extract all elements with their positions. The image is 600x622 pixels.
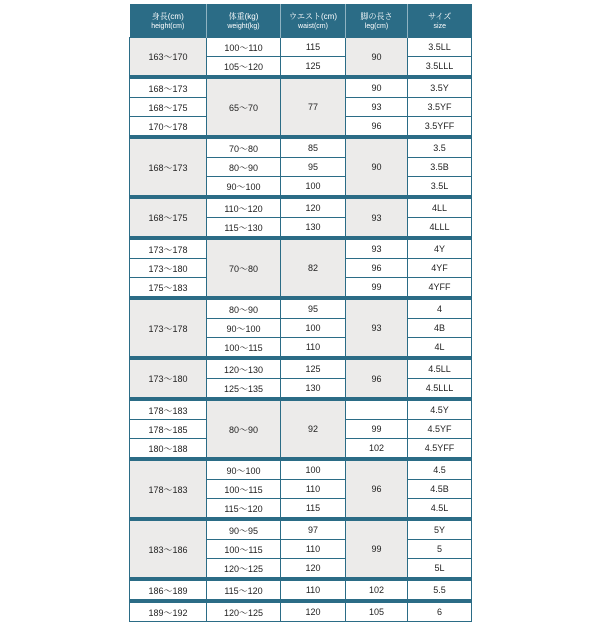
waist-cell: 130 xyxy=(281,218,346,239)
size-cell: 4 xyxy=(408,298,472,319)
weight-cell: 90～100 xyxy=(207,319,281,338)
waist-cell: 120 xyxy=(281,197,346,218)
leg-cell: 96 xyxy=(346,259,408,278)
size-cell: 5Y xyxy=(408,519,472,540)
height-cell: 168～173 xyxy=(130,137,207,197)
table-row xyxy=(130,137,472,158)
table-row xyxy=(130,298,472,319)
leg-cell: 93 xyxy=(346,197,408,238)
header-leg: 脚の長さ leg(cm) xyxy=(346,4,408,38)
size-cell: 3.5L xyxy=(408,177,472,198)
weight-cell: 100～115 xyxy=(207,540,281,559)
table-row xyxy=(130,579,472,601)
size-cell: 4.5YFF xyxy=(408,439,472,460)
weight-cell: 90～95 xyxy=(207,519,281,540)
height-cell: 178～185 xyxy=(130,420,207,439)
height-cell: 168～173 xyxy=(130,77,207,98)
height-cell: 180～188 xyxy=(130,439,207,460)
leg-cell: 93 xyxy=(346,238,408,259)
height-cell: 173～178 xyxy=(130,298,207,358)
weight-cell: 70～80 xyxy=(207,137,281,158)
waist-cell: 100 xyxy=(281,459,346,480)
leg-cell: 102 xyxy=(346,439,408,460)
size-cell: 3.5Y xyxy=(408,77,472,98)
header-size: サイズ size xyxy=(408,4,472,38)
size-cell: 4YFF xyxy=(408,278,472,299)
size-cell: 4B xyxy=(408,319,472,338)
leg-cell: 96 xyxy=(346,459,408,519)
weight-cell: 105～120 xyxy=(207,57,281,78)
height-cell: 173～180 xyxy=(130,259,207,278)
leg-cell: 99 xyxy=(346,519,408,579)
height-cell: 189～192 xyxy=(130,601,207,622)
size-cell: 4.5YF xyxy=(408,420,472,439)
waist-cell: 125 xyxy=(281,57,346,78)
table-row xyxy=(130,519,472,540)
weight-cell: 120～125 xyxy=(207,601,281,622)
size-cell: 4L xyxy=(408,338,472,359)
table-row xyxy=(130,358,472,379)
weight-cell: 125～135 xyxy=(207,379,281,400)
waist-cell: 115 xyxy=(281,499,346,520)
height-cell: 163～170 xyxy=(130,38,207,78)
height-cell: 175～183 xyxy=(130,278,207,299)
height-cell: 173～180 xyxy=(130,358,207,399)
height-cell: 173～178 xyxy=(130,238,207,259)
weight-cell: 80～90 xyxy=(207,298,281,319)
header-waist: ウエスト(cm) waist(cm) xyxy=(281,4,346,38)
size-cell: 4LL xyxy=(408,197,472,218)
size-cell: 4.5LLL xyxy=(408,379,472,400)
size-cell: 6 xyxy=(408,601,472,622)
size-cell: 4.5L xyxy=(408,499,472,520)
height-cell: 186～189 xyxy=(130,579,207,601)
weight-cell: 100～115 xyxy=(207,338,281,359)
height-cell: 170～178 xyxy=(130,117,207,138)
size-cell: 5 xyxy=(408,540,472,559)
leg-cell xyxy=(346,399,408,420)
leg-cell: 99 xyxy=(346,278,408,299)
height-cell: 168～175 xyxy=(130,197,207,238)
weight-cell: 120～130 xyxy=(207,358,281,379)
size-cell: 3.5 xyxy=(408,137,472,158)
table-row xyxy=(130,459,472,480)
height-cell: 178～183 xyxy=(130,399,207,420)
table-row xyxy=(130,77,472,98)
leg-cell: 93 xyxy=(346,98,408,117)
waist-cell: 120 xyxy=(281,559,346,580)
weight-cell: 110～120 xyxy=(207,197,281,218)
waist-cell: 77 xyxy=(281,77,346,137)
waist-cell: 100 xyxy=(281,319,346,338)
weight-cell: 120～125 xyxy=(207,559,281,580)
leg-cell: 93 xyxy=(346,298,408,358)
leg-cell: 90 xyxy=(346,77,408,98)
table-row xyxy=(130,197,472,218)
weight-cell: 100～110 xyxy=(207,38,281,57)
size-cell: 3.5LLL xyxy=(408,57,472,78)
waist-cell: 97 xyxy=(281,519,346,540)
height-cell: 178～183 xyxy=(130,459,207,519)
size-cell: 4.5B xyxy=(408,480,472,499)
waist-cell: 110 xyxy=(281,540,346,559)
size-cell: 3.5B xyxy=(408,158,472,177)
waist-cell: 115 xyxy=(281,38,346,57)
height-cell: 183～186 xyxy=(130,519,207,579)
size-cell: 3.5YFF xyxy=(408,117,472,138)
weight-cell: 100～115 xyxy=(207,480,281,499)
header-weight: 体重(kg) weight(kg) xyxy=(207,4,281,38)
weight-cell: 65～70 xyxy=(207,77,281,137)
size-cell: 5L xyxy=(408,559,472,580)
header-height: 身長(cm) height(cm) xyxy=(130,4,207,38)
leg-cell: 99 xyxy=(346,420,408,439)
weight-cell: 70～80 xyxy=(207,238,281,298)
waist-cell: 85 xyxy=(281,137,346,158)
weight-cell: 90～100 xyxy=(207,177,281,198)
waist-cell: 125 xyxy=(281,358,346,379)
waist-cell: 120 xyxy=(281,601,346,622)
weight-cell: 115～120 xyxy=(207,579,281,601)
size-chart xyxy=(129,4,471,622)
size-table xyxy=(129,4,472,622)
size-cell: 3.5YF xyxy=(408,98,472,117)
waist-cell: 82 xyxy=(281,238,346,298)
leg-cell: 96 xyxy=(346,358,408,399)
table-row xyxy=(130,601,472,622)
header-row xyxy=(130,4,472,38)
table-row xyxy=(130,238,472,259)
size-cell: 4LLL xyxy=(408,218,472,239)
leg-cell: 96 xyxy=(346,117,408,138)
leg-cell: 90 xyxy=(346,137,408,197)
size-cell: 4.5Y xyxy=(408,399,472,420)
waist-cell: 95 xyxy=(281,158,346,177)
size-cell: 4Y xyxy=(408,238,472,259)
size-cell: 5.5 xyxy=(408,579,472,601)
waist-cell: 110 xyxy=(281,338,346,359)
table-row xyxy=(130,38,472,57)
waist-cell: 100 xyxy=(281,177,346,198)
waist-cell: 110 xyxy=(281,579,346,601)
size-cell: 4YF xyxy=(408,259,472,278)
weight-cell: 90～100 xyxy=(207,459,281,480)
height-cell: 168～175 xyxy=(130,98,207,117)
waist-cell: 110 xyxy=(281,480,346,499)
leg-cell: 102 xyxy=(346,579,408,601)
size-cell: 3.5LL xyxy=(408,38,472,57)
weight-cell: 80～90 xyxy=(207,399,281,459)
size-cell: 4.5 xyxy=(408,459,472,480)
waist-cell: 95 xyxy=(281,298,346,319)
leg-cell: 90 xyxy=(346,38,408,78)
table-row xyxy=(130,399,472,420)
weight-cell: 115～120 xyxy=(207,499,281,520)
waist-cell: 92 xyxy=(281,399,346,459)
waist-cell: 130 xyxy=(281,379,346,400)
size-cell: 4.5LL xyxy=(408,358,472,379)
weight-cell: 115～130 xyxy=(207,218,281,239)
leg-cell: 105 xyxy=(346,601,408,622)
weight-cell: 80～90 xyxy=(207,158,281,177)
